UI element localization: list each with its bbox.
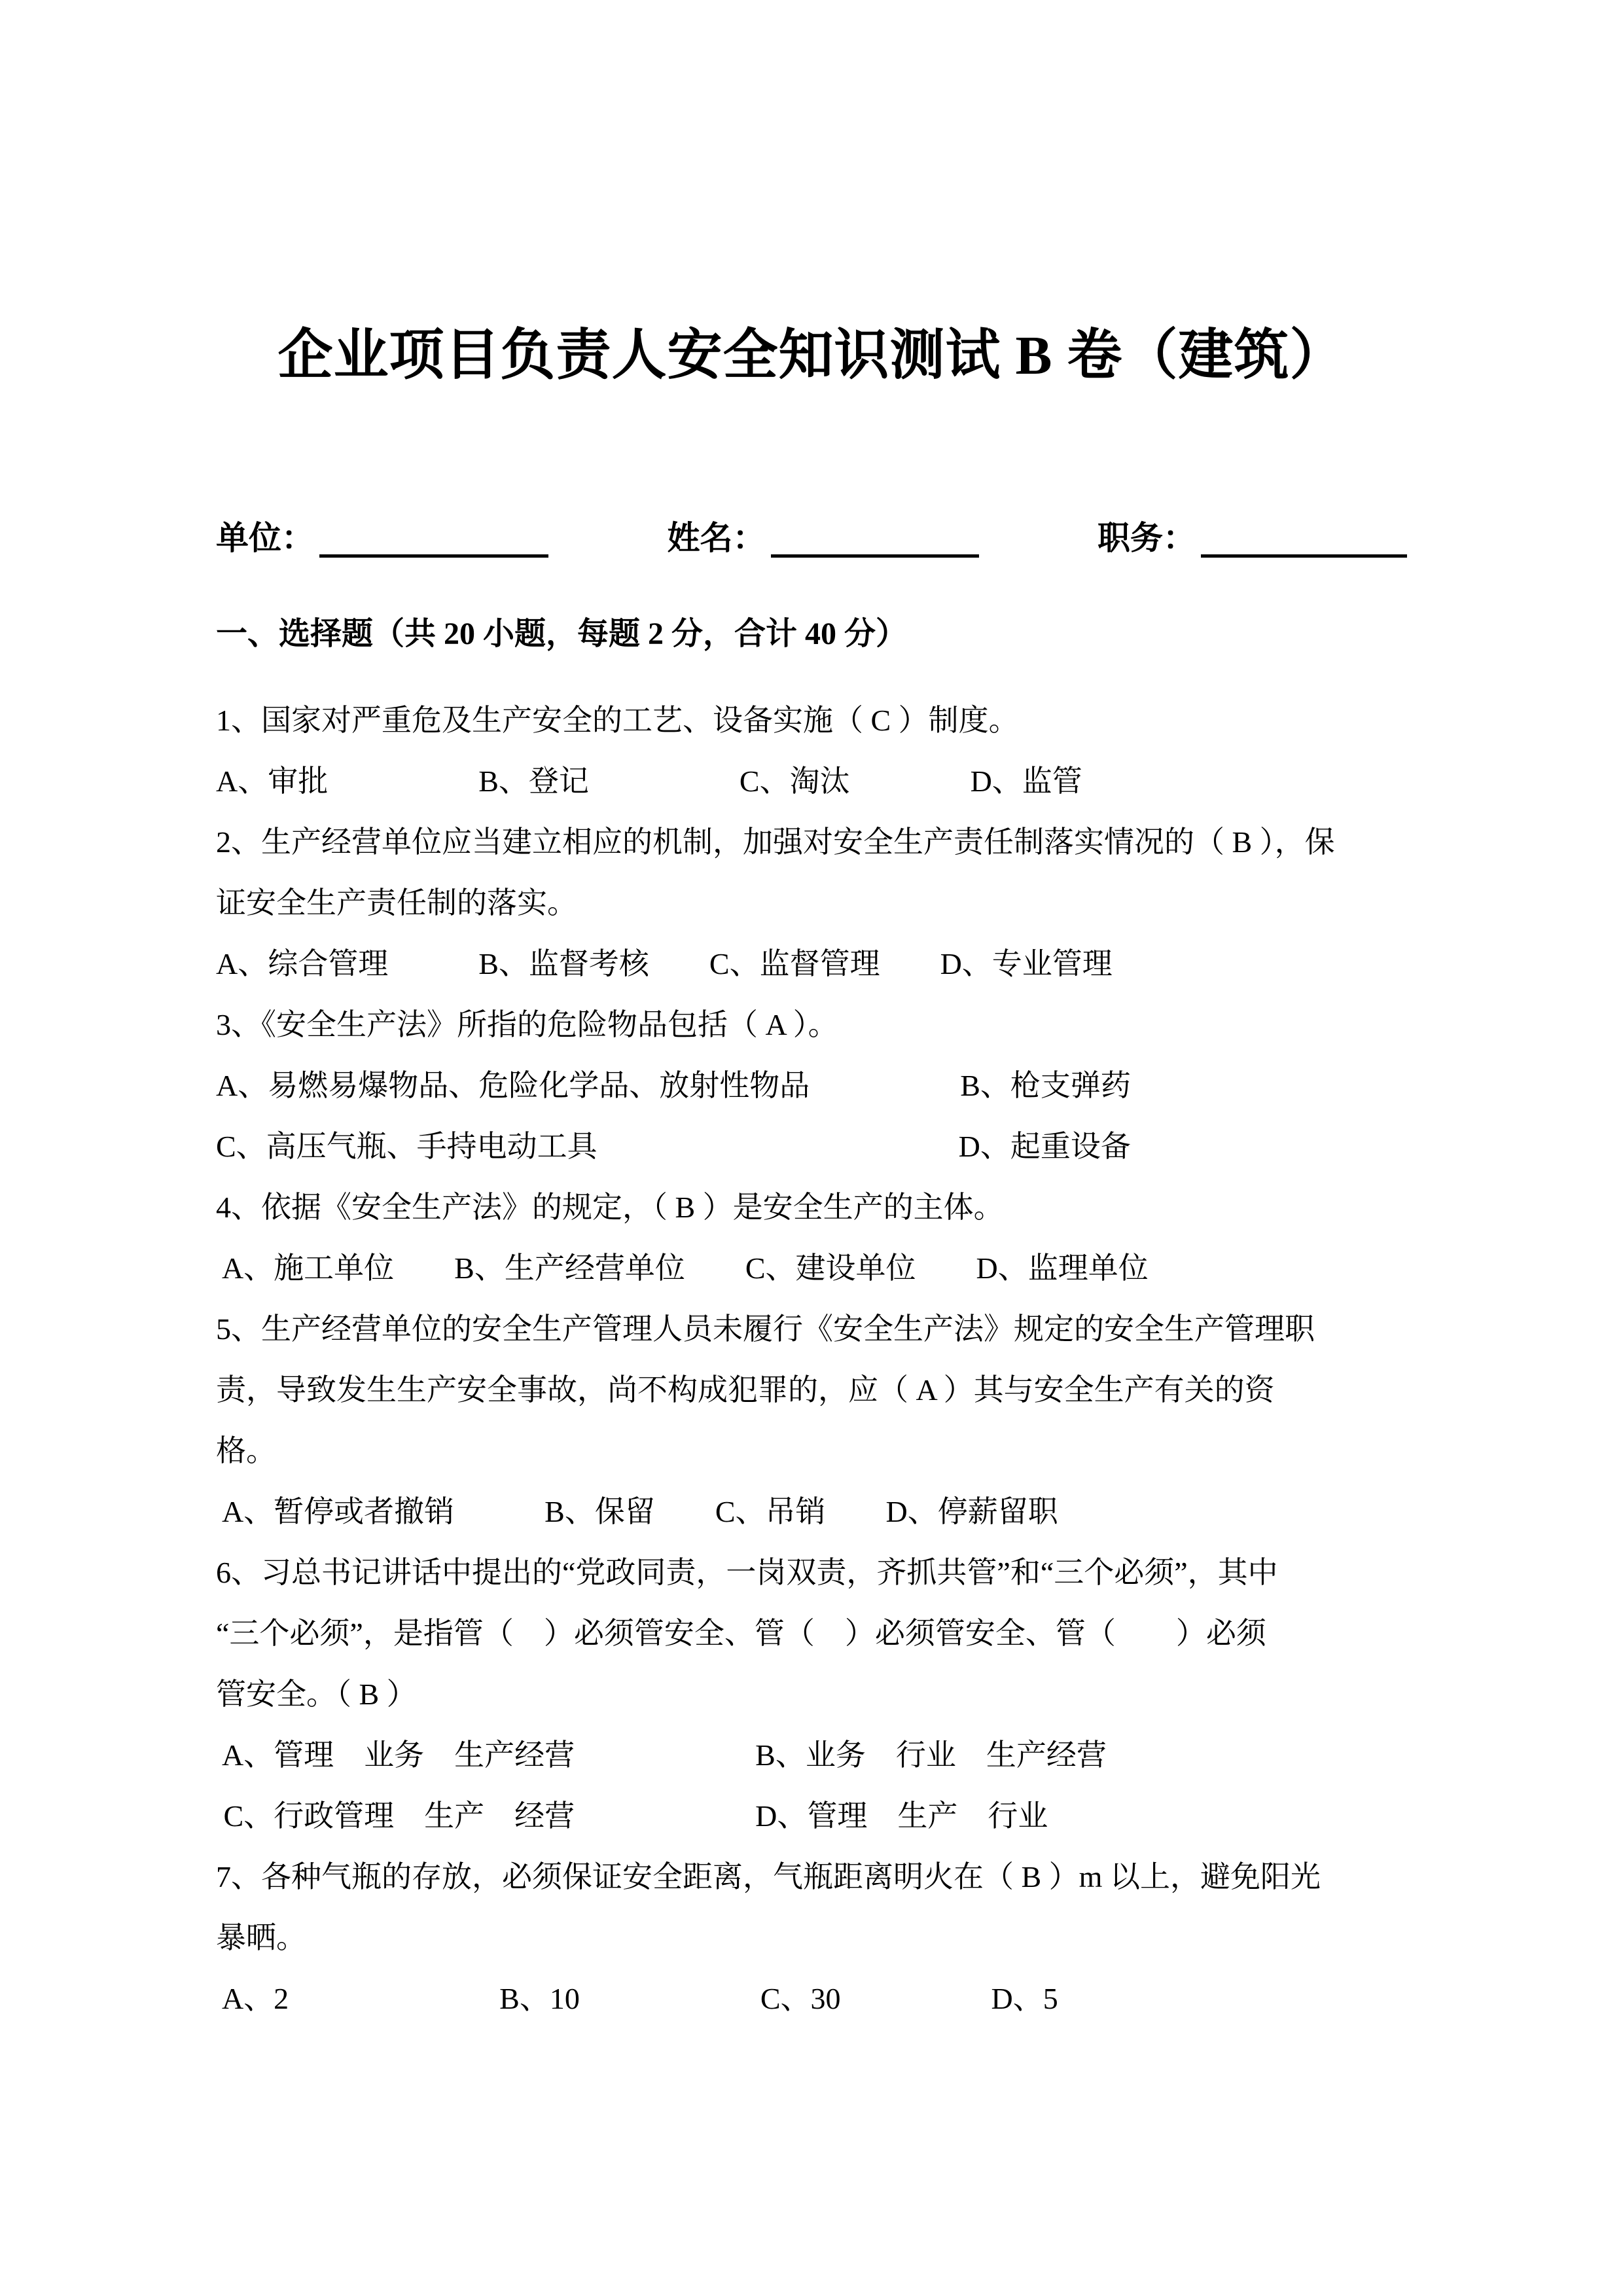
question-list bbox=[216, 690, 1407, 2029]
section-heading: 一、选择题（共 20 小题，每题 2 分，合计 40 分） bbox=[216, 617, 908, 651]
position-label: 职务： bbox=[1097, 520, 1196, 556]
q5-text-2: 责，导致发生生产安全事故，尚不构成犯罪的，应（ A ）其与安全生产有关的资 bbox=[216, 1373, 1275, 1407]
position-field bbox=[1097, 518, 1407, 558]
q1-text: 1、国家对严重危及生产安全的工艺、设备实施（ C ）制度。 bbox=[216, 704, 1019, 737]
q6-options-ab: A、管理 业务 生产经营 B、业务 行业 生产经营 bbox=[216, 1738, 1107, 1772]
q2-text-1: 2、生产经营单位应当建立相应的机制，加强对安全生产责任制落实情况的（ B ），保 bbox=[216, 825, 1335, 859]
unit-field bbox=[216, 518, 548, 558]
page-title: 企业项目负责人安全知识测试 B 卷（建筑） bbox=[277, 325, 1346, 386]
q6-text-3: 管安全。（ B ） bbox=[216, 1677, 417, 1711]
unit-blank-line bbox=[319, 518, 548, 558]
q3-options-ab: A、易燃易爆物品、危险化学品、放射性物品 B、枪支弹药 bbox=[216, 1069, 1131, 1102]
position-blank-line bbox=[1201, 518, 1407, 558]
q6-text-2: “三个必须”，是指管（ ）必须管安全、管（ ）必须管安全、管（ ）必须 bbox=[216, 1617, 1266, 1650]
unit-label: 单位： bbox=[216, 520, 314, 556]
header-form bbox=[216, 514, 1407, 558]
name-blank-line bbox=[771, 518, 979, 558]
name-label: 姓名： bbox=[667, 520, 766, 556]
q5-text-1: 5、生产经营单位的安全生产管理人员未履行《安全生产法》规定的安全生产管理职 bbox=[216, 1312, 1315, 1346]
q3-options-cd: C、高压气瓶、手持电动工具 D、起重设备 bbox=[216, 1130, 1131, 1163]
q1-options: A、审批 B、登记 C、淘汰 D、监管 bbox=[216, 764, 1082, 798]
q4-text: 4、依据《安全生产法》的规定，（ B ）是安全生产的主体。 bbox=[216, 1191, 1004, 1224]
q7-text-2: 暴晒。 bbox=[216, 1921, 306, 1954]
q2-text-2: 证安全生产责任制的落实。 bbox=[216, 886, 577, 920]
q6-options-cd: C、行政管理 生产 经营 D、管理 生产 行业 bbox=[216, 1799, 1048, 1833]
q5-options: A、暂停或者撤销 B、保留 C、吊销 D、停薪留职 bbox=[216, 1495, 1058, 1528]
q6-text-1: 6、习总书记讲话中提出的“党政同责，一岗双责，齐抓共管”和“三个必须”，其中 bbox=[216, 1556, 1278, 1589]
q7-text-1: 7、各种气瓶的存放，必须保证安全距离，气瓶距离明火在（ B ）m 以上，避免阳光 bbox=[216, 1860, 1321, 1893]
q4-options: A、施工单位 B、生产经营单位 C、建设单位 D、监理单位 bbox=[216, 1251, 1149, 1285]
exam-page bbox=[216, 0, 1407, 2029]
name-field bbox=[668, 518, 979, 558]
q5-text-3: 格。 bbox=[216, 1434, 276, 1467]
q3-text: 3、《安全生产法》所指的危险物品包括（ A ）。 bbox=[216, 1008, 838, 1041]
q2-options: A、综合管理 B、监督考核 C、监督管理 D、专业管理 bbox=[216, 947, 1113, 980]
q7-options: A、2 B、10 C、30 D、5 bbox=[216, 1982, 1058, 2015]
